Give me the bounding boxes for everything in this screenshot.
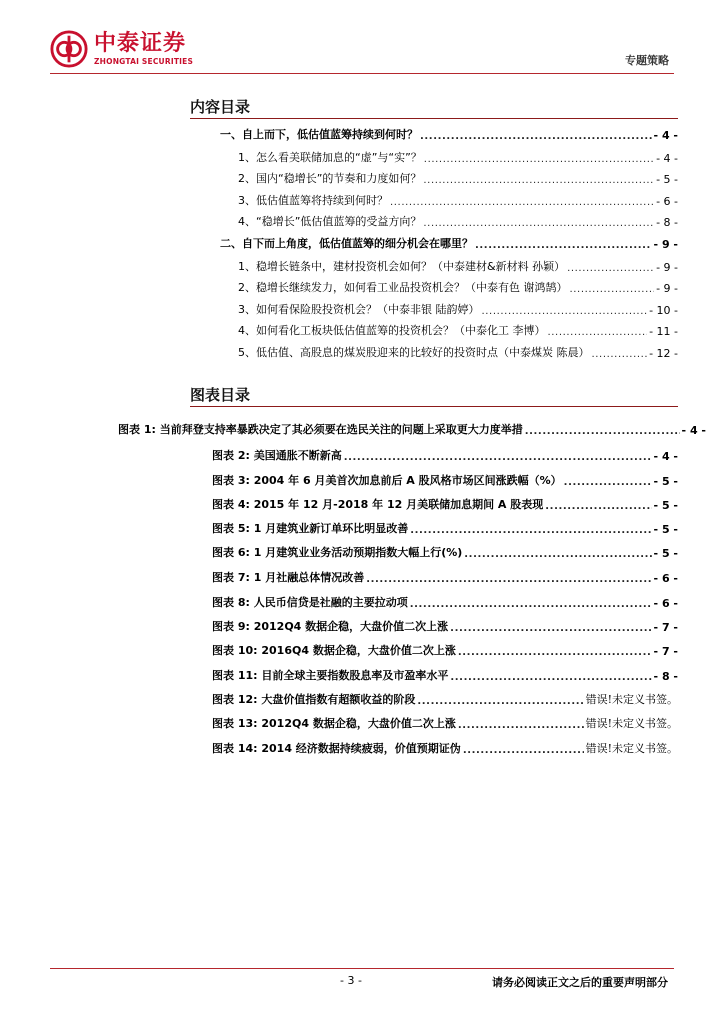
- figure-entry[interactable]: 图表 4: 2015 年 12 月-2018 年 12 月美联储加息期间 A 股表现 ..... - 5 -: [212, 496, 678, 512]
- toc-entry[interactable]: 3、如何看保险股投资机会？（中泰非银 陆韵婷） ..... - 10 -: [190, 301, 678, 317]
- toc-entry[interactable]: 一、自上而下，低估值蓝筹持续到何时？ ..... - 4 -: [190, 126, 678, 142]
- toc-entry[interactable]: 2、国内“稳增长”的节奏和力度如何？ ..... - 5 -: [190, 170, 678, 186]
- toc-title: 内容目录: [190, 98, 251, 116]
- toc-title-rule: [190, 118, 678, 119]
- figures-title-rule: [190, 406, 678, 407]
- toc-entry[interactable]: 4、“稳增长”低估值蓝筹的受益方向？ ..... - 8 -: [190, 213, 678, 229]
- figure-entry[interactable]: 图表 3: 2004 年 6 月美首次加息前后 A 股风格市场区间涨跌幅（%） ..... - 5 -: [212, 472, 678, 488]
- toc-entry[interactable]: 1、怎么看美联储加息的“虚”与“实”？ ..... - 4 -: [190, 149, 678, 165]
- figure-entry[interactable]: 图表 7: 1 月社融总体情况改善 ..... - 6 -: [212, 569, 678, 585]
- footer-divider: [50, 968, 674, 969]
- figure-entry[interactable]: 图表 2: 美国通胀不断新高 ..... - 4 -: [212, 447, 678, 463]
- figure-entry[interactable]: 图表 6: 1 月建筑业业务活动预期指数大幅上行(%) ..... - 5 -: [212, 544, 678, 560]
- zhongtai-logo-icon: [50, 30, 88, 68]
- brand-name-cn: 中泰证券: [94, 31, 187, 56]
- toc-entry[interactable]: 5、低估值、高股息的煤炭股迎来的比较好的投资时点（中泰煤炭 陈晨） ..... - 12 -: [190, 344, 678, 360]
- company-logo: [50, 30, 193, 68]
- page-number: - 3 -: [340, 974, 362, 987]
- figure-entry[interactable]: 图表 1: 当前拜登支持率暴跌决定了其必须要在选民关注的问题上采取更大力度举措 ..... - 4 -: [118, 421, 706, 437]
- figure-entry[interactable]: 图表 14: 2014 经济数据持续疲弱，价值预期证伪 ..... 错误!未定义书签。: [212, 740, 678, 756]
- figure-entry[interactable]: 图表 13: 2012Q4 数据企稳，大盘价值二次上涨 ..... 错误!未定义书签。: [212, 715, 678, 731]
- toc-entry[interactable]: 二、自下而上角度，低估值蓝筹的细分机会在哪里？ ..... - 9 -: [190, 235, 678, 251]
- toc-entry[interactable]: 1、稳增长链条中，建材投资机会如何？（中泰建材&新材料 孙颖） ..... - 9 -: [190, 258, 678, 274]
- toc-entry[interactable]: 2、稳增长继续发力，如何看工业品投资机会？（中泰有色 谢鸿鹄） ..... - 9 -: [190, 279, 678, 295]
- footer-disclaimer: 请务必阅读正文之后的重要声明部分: [492, 976, 668, 989]
- figure-entry[interactable]: 图表 10: 2016Q4 数据企稳，大盘价值二次上涨 ..... - 7 -: [212, 642, 678, 658]
- figure-entry[interactable]: 图表 5: 1 月建筑业新订单环比明显改善 ..... - 5 -: [212, 520, 678, 536]
- brand-name-en: ZHONGTAI SECURITIES: [94, 57, 194, 66]
- content-toc: [190, 124, 678, 360]
- figure-entry[interactable]: 图表 8: 人民币信贷是社融的主要拉动项 ..... - 6 -: [212, 594, 678, 610]
- figure-entry[interactable]: 图表 11: 目前全球主要指数股息率及市盈率水平 ..... - 8 -: [212, 667, 678, 683]
- report-type: 专题策略: [625, 54, 669, 67]
- toc-entry[interactable]: 3、低估值蓝筹将持续到何时？ ..... - 6 -: [190, 192, 678, 208]
- figure-entry[interactable]: 图表 9: 2012Q4 数据企稳，大盘价值二次上涨 ..... - 7 -: [212, 618, 678, 634]
- figures-title: 图表目录: [190, 386, 251, 404]
- header-divider: [50, 73, 674, 74]
- toc-entry[interactable]: 4、如何看化工板块低估值蓝筹的投资机会？（中泰化工 李博） ..... - 11 -: [190, 322, 678, 338]
- figure-entry[interactable]: 图表 12: 大盘价值指数有超额收益的阶段 ..... 错误!未定义书签。: [212, 691, 678, 707]
